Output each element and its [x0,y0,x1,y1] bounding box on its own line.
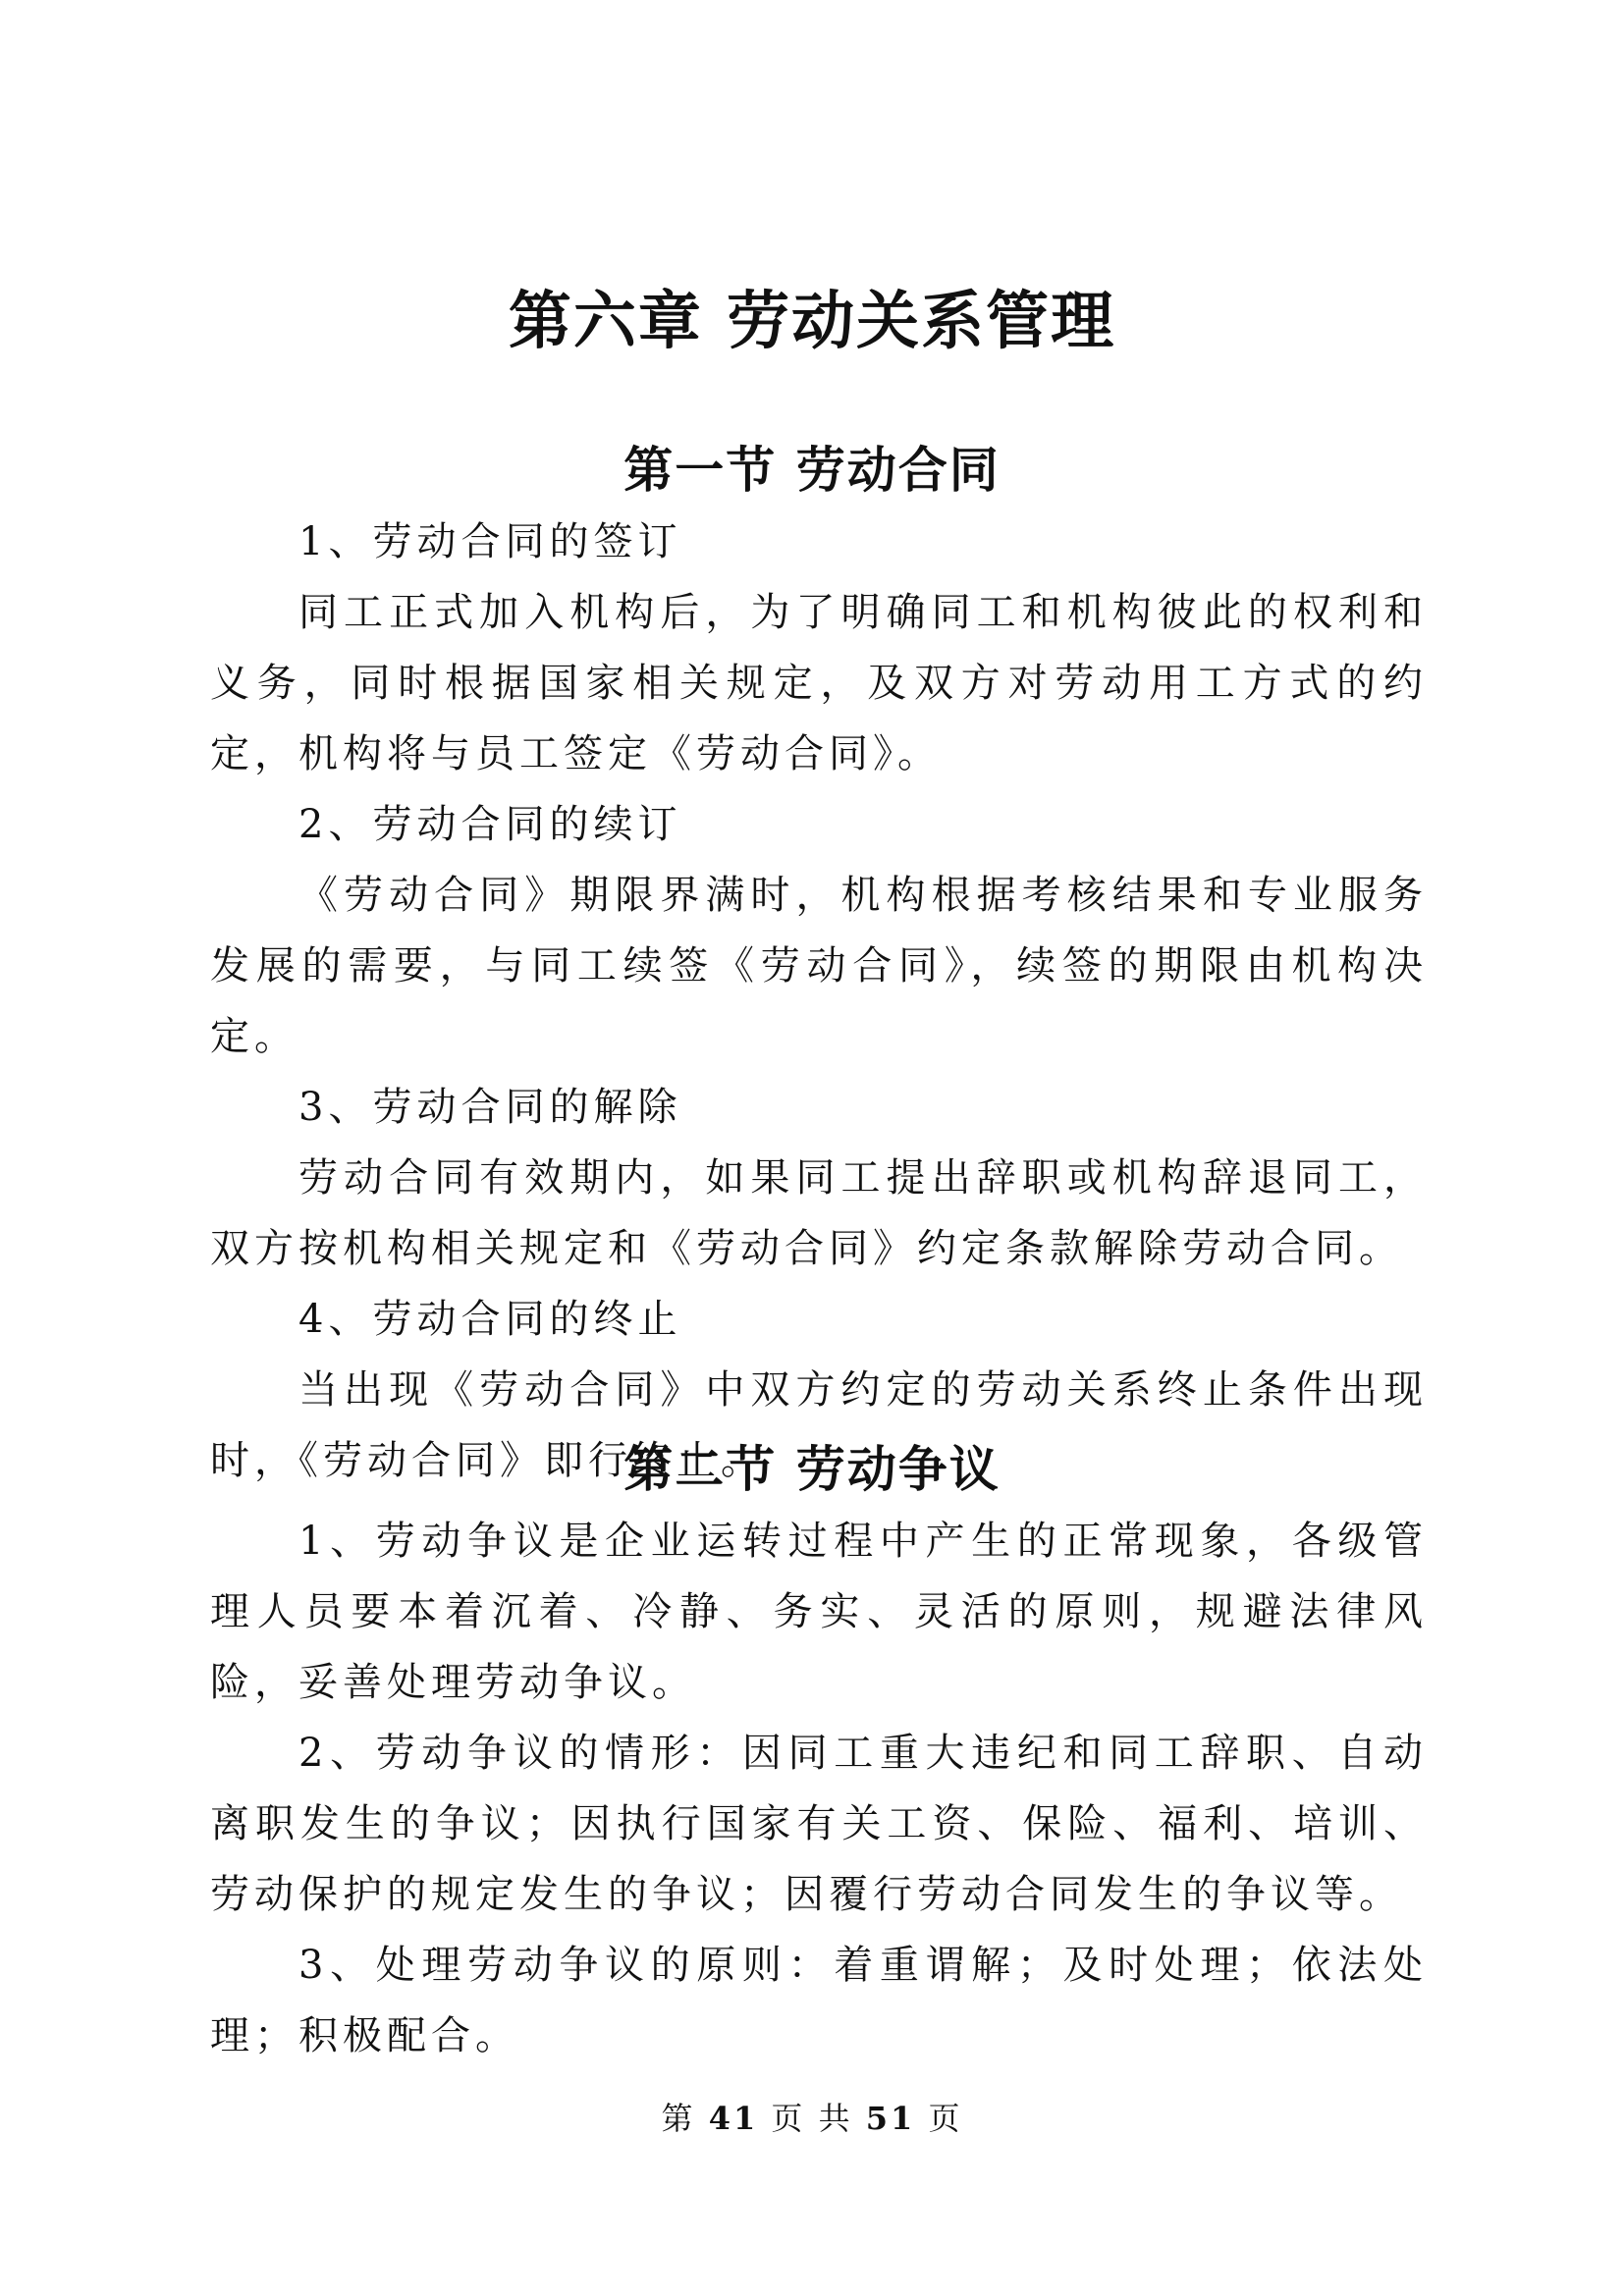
paragraph-heading: 2、劳动合同的续订 [298,802,682,847]
current-page-number: 41 [708,2100,759,2137]
total-pages-number: 51 [865,2100,916,2137]
footer-prefix: 第 [661,2100,696,2137]
footer-middle: 页 共 [771,2100,853,2137]
paragraph: 2、劳动争议的情形：因同工重大违纪和同工辞职、自动离职发生的争议；因执行国家有关工资、保险、福利、培训、劳动保护的规定发生的争议；因覆行劳动合同发生的争议等。 [210,1731,1428,1917]
section-body [210,507,1428,1496]
paragraph-heading: 3、劳动合同的解除 [298,1085,682,1130]
footer-suffix: 页 [928,2100,963,2137]
section-title: 第二节 劳动争议 [623,1440,1001,1498]
section-body [210,1506,1428,2071]
chapter-title: 第六章 劳动关系管理 [508,285,1116,358]
paragraph-heading: 4、劳动合同的终止 [298,1297,682,1342]
section-title: 第一节 劳动合同 [623,441,1001,499]
paragraph-heading: 1、劳动合同的签订 [298,519,682,564]
paragraph: 《劳动合同》期限界满时，机构根据考核结果和专业服务发展的需要，与同工续签《劳动合同》，续签的期限由机构决定。 [210,873,1428,1059]
paragraph: 劳动合同有效期内，如果同工提出辞职或机构辞退同工，双方按机构相关规定和《劳动合同》约定条款解除劳动合同。 [210,1155,1428,1271]
paragraph: 3、处理劳动争议的原则：着重谓解；及时处理；依法处理；积极配合。 [210,1943,1428,2058]
paragraph: 同工正式加入机构后，为了明确同工和机构彼此的权利和义务，同时根据国家相关规定，及双方对劳动用工方式的约定，机构将与员工签定《劳动合同》。 [210,590,1428,776]
paragraph: 1、劳动争议是企业运转过程中产生的正常现象，各级管理人员要本着沉着、冷静、务实、灵活的原则，规避法律风险，妥善处理劳动争议。 [210,1519,1428,1705]
page-footer [0,2099,1624,2138]
paragraph: 当出现《劳动合同》中双方约定的劳动关系终止条件出现时，《劳动合同》即行终止。 [210,1367,1428,1483]
